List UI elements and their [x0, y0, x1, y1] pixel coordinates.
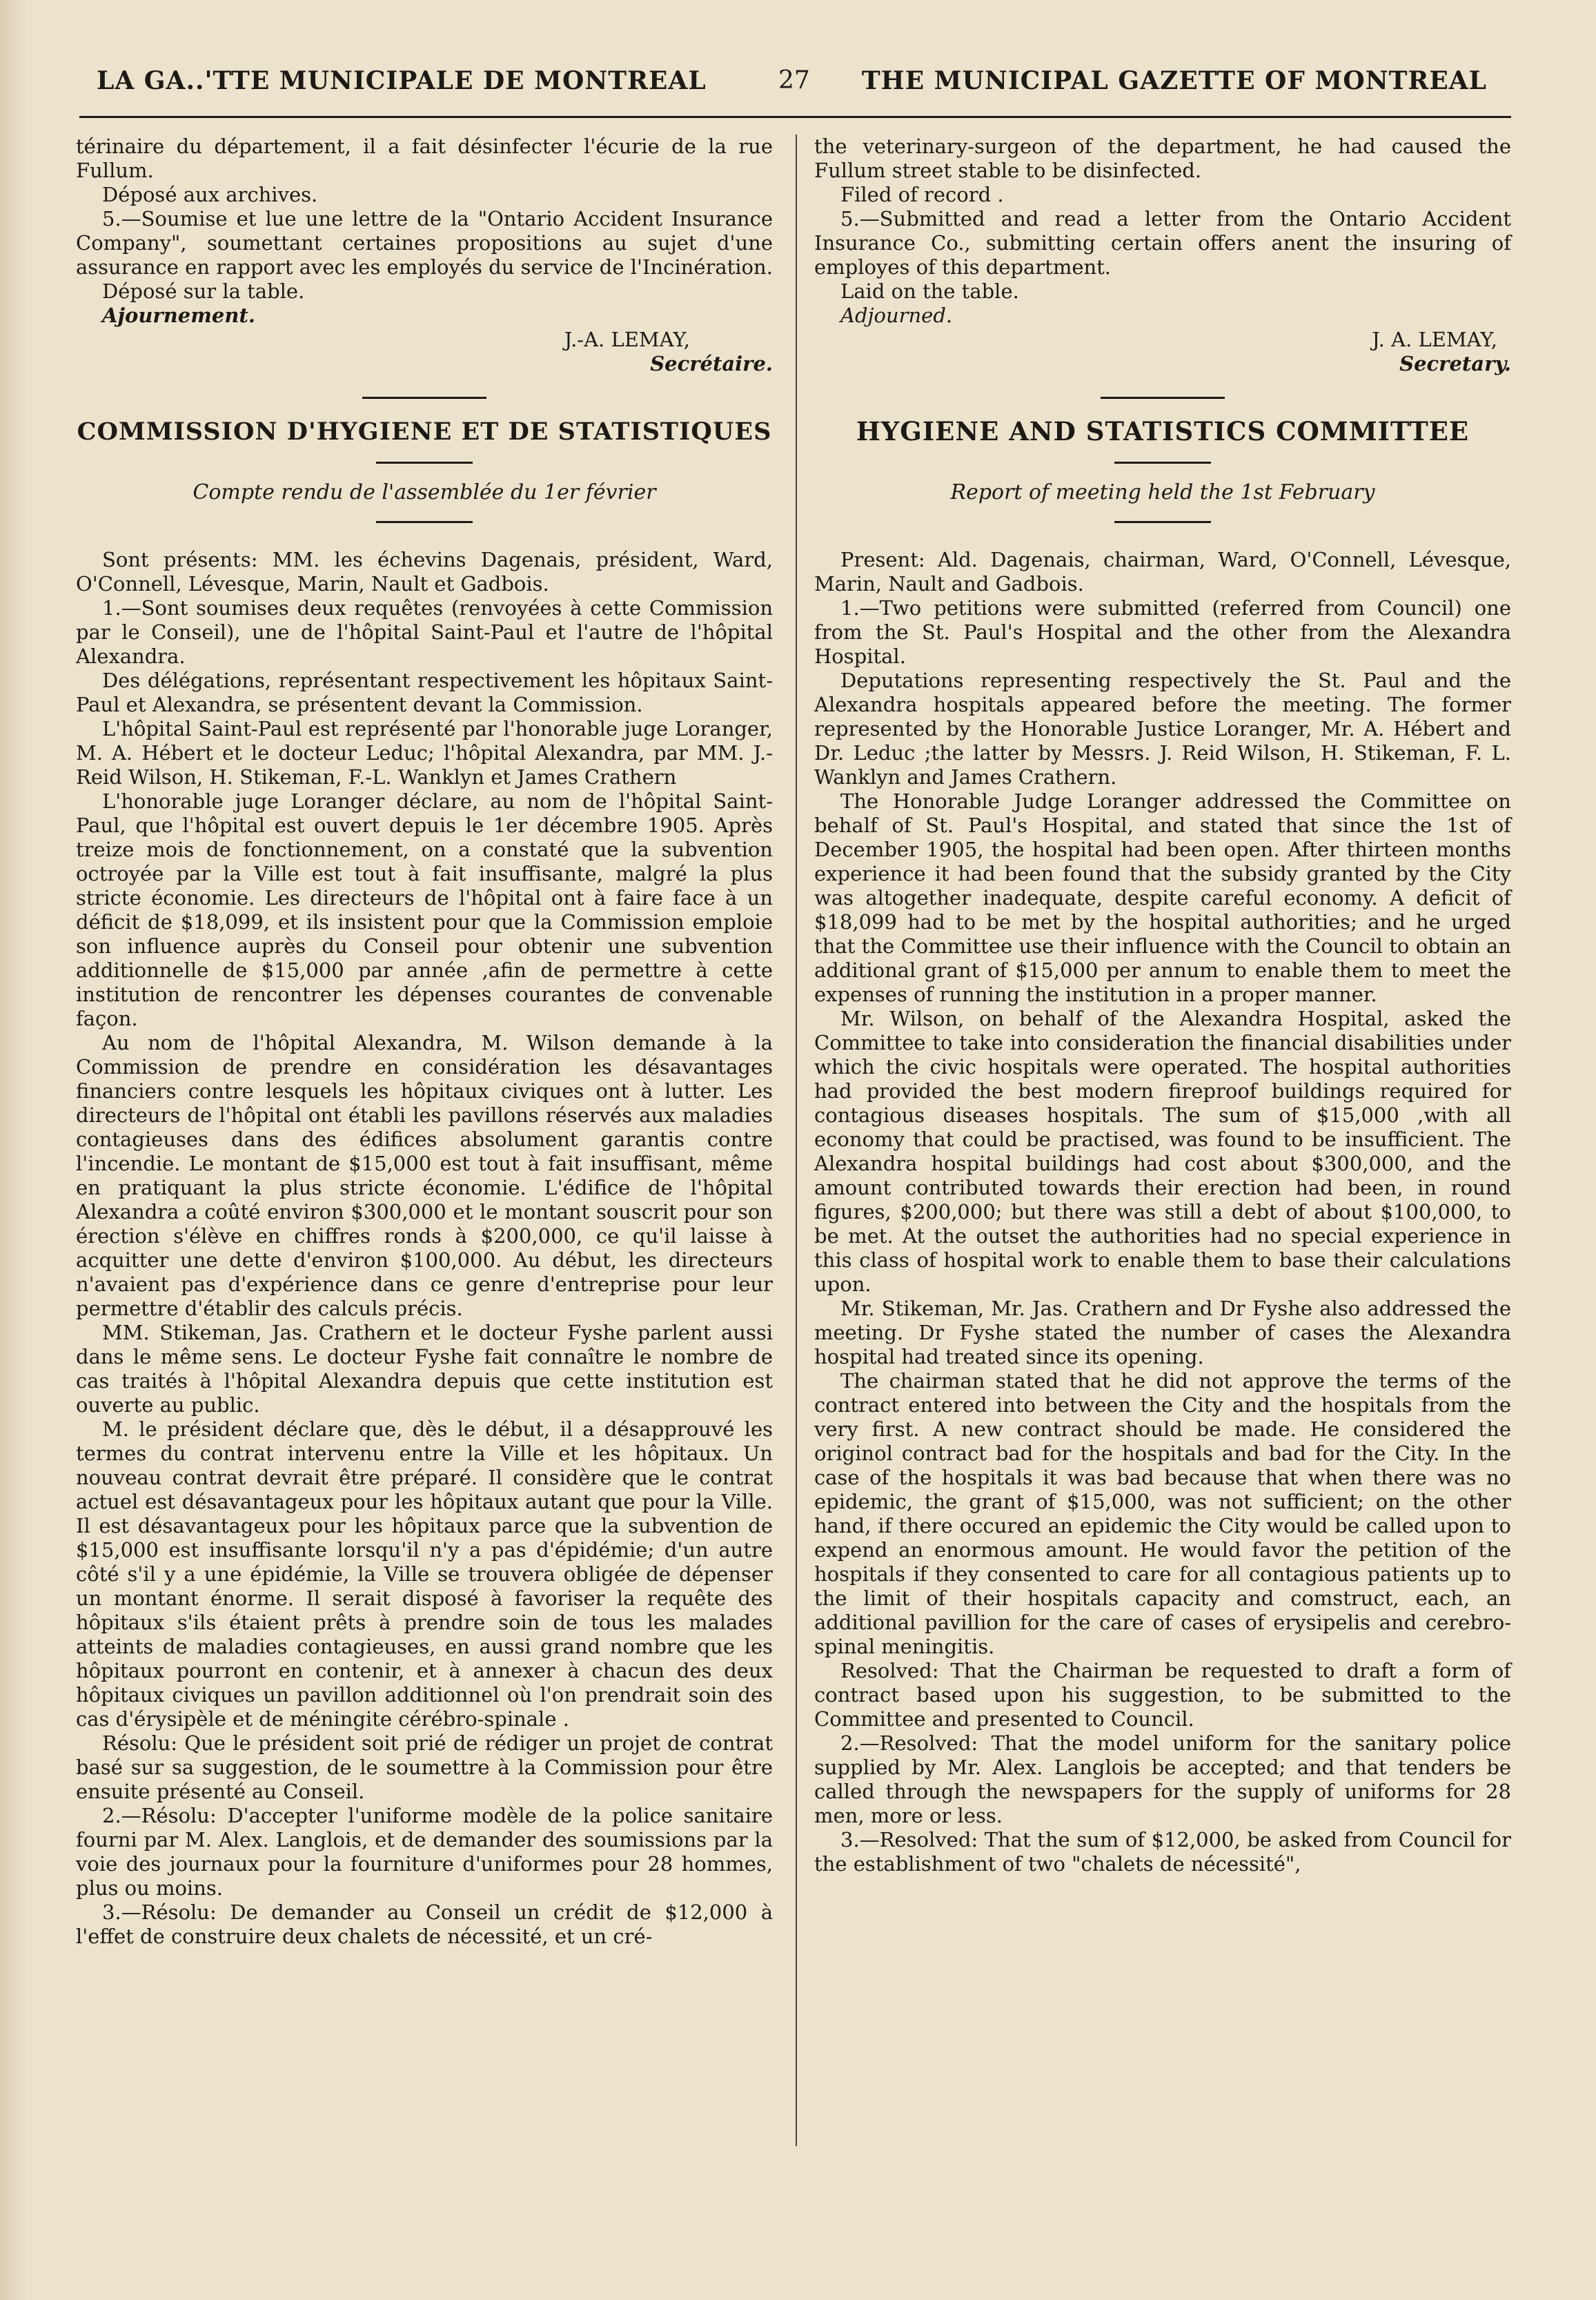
section-subtitle: Compte rendu de l'assemblée du 1er février — [193, 480, 656, 504]
body-paragraph: 3.—Résolu: De demander au Conseil un crédit de $12,000 à l'effet de construire deux chalets de nécessité, et un cré- — [76, 1900, 773, 1948]
paragraph: the veterinary-surgeon of the department, he had caused the Fullum street stable to be disinfected. — [814, 135, 1511, 182]
body-paragraph: Au nom de l'hôpital Alexandra, M. Wilson demande à la Commission de prendre en considération les désavantages financiers contre lesquels les hôpitaux civiques ont à lutter. Les directeurs de l'hôpital ont établi les pavillons réservés aux maladies contagieuses dans des édifices absolument garantis contre l'incendie. Le montant de $15,000 est tout à fait insuffisant, même en pratiquant la plus stricte économie. L'édifice de l'hôpital Alexandra a coûté environ $300,000 et le montant souscrit pour son érection s'élève en chiffres ronds à $200,000, ce qu'il laisse à acquitter une dette d'environ $100,000. Au début, les directeurs n'avaient pas d'expérience dans ce genre d'entreprise pour leur permettre d'établir des calculs précis. — [76, 1031, 773, 1320]
body-paragraph: Résolu: Que le président soit prié de rédiger un projet de contrat basé sur sa suggestion, de le soumettre à la Commission pour être ensuite présenté au Conseil. — [76, 1731, 773, 1803]
paragraph: Laid on the table. — [840, 279, 1019, 303]
body-paragraph: 3.—Resolved: That the sum of $12,000, be asked from Council for the establishment of two "chalets de nécessité", — [814, 1828, 1511, 1876]
separator-rule — [1114, 462, 1211, 464]
adjournment: Ajournement. — [102, 304, 255, 327]
body-paragraph: 2.—Resolved: That the model uniform for the sanitary police supplied by Mr. Alex. Langlois be accepted; and that tenders be called through the newspapers for the supply of uniforms for 28 men, more or less. — [814, 1731, 1511, 1827]
body-paragraph: The Honorable Judge Loranger addressed the Committee on behalf of St. Paul's Hospital, and stated that since the 1st of December 1905, the hospital had been open. After thirteen months experience it had been found that the subsidy granted by the City was altogether inadequate, despite careful economy. A deficit of $18,099 had to be met by the hospital authorities; and he urged that the Committee use their influence with the Council to obtain an additional grant of $15,000 per annum to enable them to meet the expenses of running the institution in a proper manner. — [814, 789, 1511, 1006]
header-french-title: LA GA..'TTE MUNICIPALE DE MONTREAL — [97, 66, 707, 95]
column-divider — [796, 135, 797, 2146]
paragraph: Déposé aux archives. — [102, 183, 318, 206]
french-body — [76, 548, 773, 1949]
section-title: COMMISSION D'HYGIENE ET DE STATISTIQUES — [77, 417, 772, 446]
section-title: HYGIENE AND STATISTICS COMMITTEE — [856, 416, 1470, 446]
body-paragraph: 1.—Two petitions were submitted (referred from Council) one from the St. Paul's Hospital and the other from the Alexandra Hospital. — [814, 596, 1511, 668]
body-paragraph: Present: Ald. Dagenais, chairman, Ward, O'Connell, Lévesque, Marin, Nault and Gadbois. — [814, 548, 1511, 596]
separator-rule — [362, 397, 486, 399]
english-column — [814, 135, 1511, 1876]
page-header — [97, 66, 1487, 108]
section-subtitle: Report of meeting held the 1st February — [950, 480, 1375, 504]
paragraph: térinaire du département, il a fait désinfecter l'écurie de la rue Fullum. — [76, 135, 773, 182]
paragraph: 5.—Soumise et lue une lettre de la "Ontario Accident Insurance Company", soumettant certaines propositions au sujet d'une assurance en rapport avec les employés du service de l'Incinération. — [76, 207, 773, 279]
header-rule — [79, 116, 1511, 118]
separator-rule — [1114, 521, 1211, 523]
body-paragraph: The chairman stated that he did not approve the terms of the contract entered into between the City and the hospitals from the very first. A new contract should be made. He considered the originol contract bad for the hospitals and bad for the City. In the case of the hospitals it was bad because that when there was no epidemic, the grant of $15,000, was not sufficient; on the other hand, if there occured an epidemic the City would be called upon to expend an enormous amount. He would favor the petition of the hospitals if they consented to care for all contagious patients up to the limit of their hospitals capacity and comstruct, each, an additional pavillion for the care of cases of erysipelis and cerebro-spinal meningitis. — [814, 1369, 1511, 1658]
separator-rule — [376, 462, 473, 464]
header-english-title: THE MUNICIPAL GAZETTE OF MONTREAL — [861, 66, 1487, 95]
paragraph: Déposé sur la table. — [102, 279, 305, 303]
paragraph: Filed of record . — [840, 183, 1004, 206]
paragraph: 5.—Submitted and read a letter from the Ontario Accident Insurance Co., submitting certain offers anent the insuring of employes of this department. — [814, 207, 1511, 279]
adjournment: Adjourned. — [840, 304, 953, 327]
body-paragraph: M. le président déclare que, dès le début, il a désapprouvé les termes du contrat intervenu entre la Ville et les hôpitaux. Un nouveau contrat devrait être préparé. Il considère que le contrat actuel est désavantageux pour les hôpitaux autant que pour la Ville. Il est désavantageux pour les hôpitaux parce que la subvention de $15,000 est insuffisante lorsqu'il n'y a pas d'épidémie; d'un autre côté s'il y a une épidémie, la Ville se trouvera obligée de dépenser un montant énorme. Il serait disposé à favoriser la requête des hôpitaux s'ils étaient prêts à prendre soin de tous les malades atteints de maladies contagieuses, en aussi grand nombre que les hôpitaux pourront en contenir, et à annexer à chacun des deux hôpitaux civiques un pavillon additionnel où l'on prendrait soin des cas d'érysipèle et de méningite cérébro-spinale . — [76, 1417, 773, 1731]
body-paragraph: 2.—Résolu: D'accepter l'uniforme modèle de la police sanitaire fourni par M. Alex. Langlois, et de demander des soumissions par la voie des journaux pour la fourniture d'uniformes pour 28 hommes, plus ou moins. — [76, 1804, 773, 1900]
signature — [814, 328, 1511, 376]
body-paragraph: 1.—Sont soumises deux requêtes (renvoyées à cette Commission par le Conseil), une de l'hôpital Saint-Paul et l'autre de l'hôpital Alexandra. — [76, 596, 773, 668]
body-paragraph: L'honorable juge Loranger déclare, au nom de l'hôpital Saint-Paul, que l'hôpital est ouvert depuis le 1er décembre 1905. Après treize mois de fonctionnement, on a constaté que la subvention octroyée par la Ville est tout à fait insuffisante, malgré la plus stricte économie. Les directeurs de l'hôpital ont à faire face à un déficit de $18,099, et ils insistent pour que la Commission emploie son influence auprès du Conseil pour obtenir une subvention additionnelle de $15,000 par année ,afin de permettre à cette institution de rencontrer les dépenses courantes de convenable façon. — [76, 789, 773, 1030]
body-paragraph: Mr. Stikeman, Mr. Jas. Crathern and Dr Fyshe also addressed the meeting. Dr Fyshe stated the number of cases the Alexandra hospital had treated since its opening. — [814, 1297, 1511, 1368]
separator-rule — [376, 521, 473, 523]
page-number: 27 — [778, 66, 810, 95]
signature-name: J. A. LEMAY, — [1372, 328, 1497, 351]
signature-role: Secrétaire. — [650, 352, 773, 375]
body-paragraph: MM. Stikeman, Jas. Crathern et le docteur Fyshe parlent aussi dans le même sens. Le docteur Fyshe fait connaître le nombre de cas traités à l'hôpital Alexandra depuis que cette institution est ouverte au public. — [76, 1321, 773, 1417]
english-body — [814, 548, 1511, 1876]
body-paragraph: Sont présents: MM. les échevins Dagenais, président, Ward, O'Connell, Lévesque, Marin, Nault et Gadbois. — [76, 548, 773, 596]
body-paragraph: Mr. Wilson, on behalf of the Alexandra Hospital, asked the Committee to take into consideration the financial disabilities under which the civic hospitals were operated. The hospital authorities had provided the best modern fireproof buildings required for contagious diseases hospitals. The sum of $15,000 ,with all economy that could be practised, was found to be insufficient. The Alexandra hospital buildings had cost about $300,000, and the amount contributed towards their erection had been, in round figures, $200,000; but there was still a debt of about $100,000, to be met. At the outset the authorities had no special experience in this class of hospital work to enable them to base their calculations upon. — [814, 1007, 1511, 1296]
page-edge — [0, 0, 28, 2300]
separator-rule — [1101, 397, 1225, 399]
body-paragraph: Des délégations, représentant respectivement les hôpitaux Saint-Paul et Alexandra, se présentent devant la Commission. — [76, 669, 773, 716]
signature — [76, 328, 773, 376]
signature-role: Secretary. — [1399, 352, 1511, 375]
body-paragraph: L'hôpital Saint-Paul est représenté par l'honorable juge Loranger, M. A. Hébert et le docteur Leduc; l'hôpital Alexandra, par MM. J.-Reid Wilson, H. Stikeman, F.-L. Wanklyn et James Crathern — [76, 717, 773, 789]
signature-name: J.-A. LEMAY, — [564, 328, 690, 351]
body-paragraph: Resolved: That the Chairman be requested to draft a form of contract based upon his suggestion, to be submitted to the Committee and presented to Council. — [814, 1659, 1511, 1731]
french-column — [76, 135, 773, 1949]
body-paragraph: Deputations representing respectively the St. Paul and the Alexandra hospitals appeared before the meeting. The former represented by the Honorable Justice Loranger, Mr. A. Hébert and Dr. Leduc ;the latter by Messrs. J. Reid Wilson, H. Stikeman, F. L. Wanklyn and James Crathern. — [814, 669, 1511, 789]
